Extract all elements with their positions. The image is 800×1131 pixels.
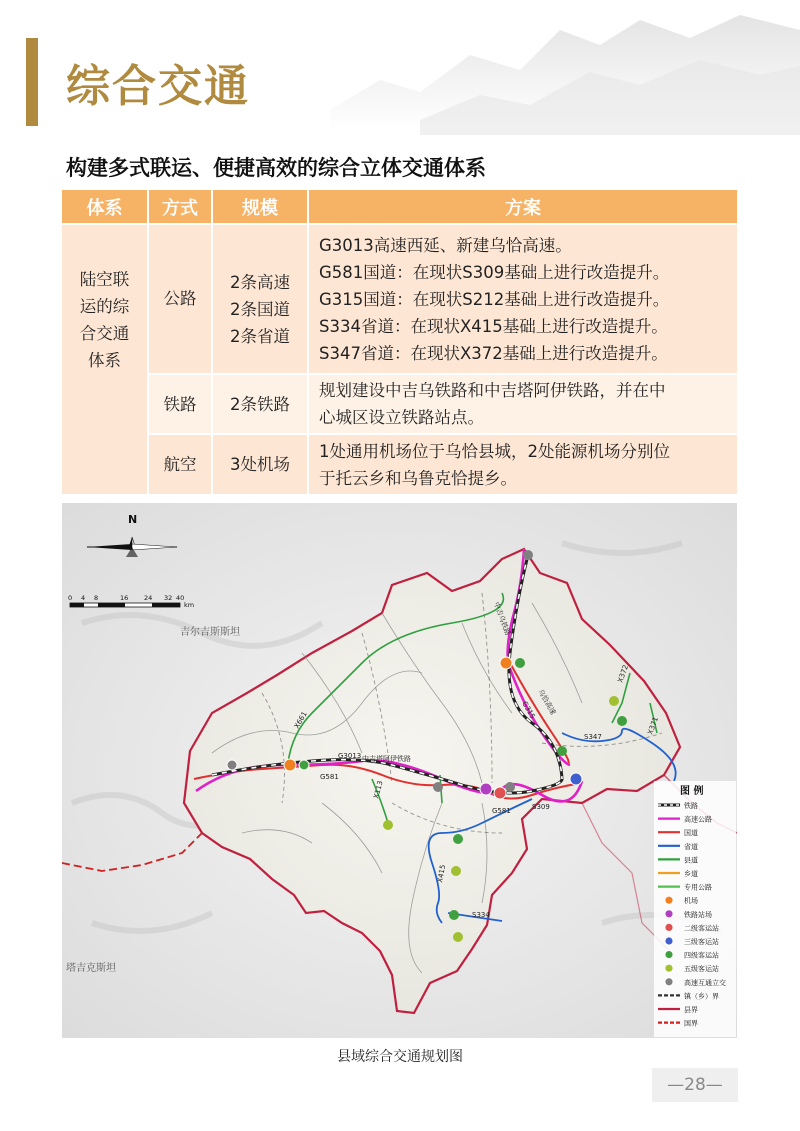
country-label-tajikistan: 塔吉克斯坦	[66, 963, 116, 974]
svg-text:S309: S309	[532, 803, 550, 811]
svg-text:32: 32	[164, 594, 173, 602]
north-label: N	[128, 513, 138, 526]
svg-text:km: km	[184, 601, 195, 609]
section-subtitle: 构建多式联运、便捷高效的综合立体交通体系	[66, 156, 486, 180]
legend-label: 机场	[684, 897, 698, 906]
svg-text:S347: S347	[584, 733, 602, 741]
mode-cell: 铁路	[148, 374, 212, 434]
legend-label: 县界	[684, 1006, 698, 1014]
legend-label: 铁路	[684, 802, 698, 810]
map-canvas	[62, 503, 737, 1038]
header-accent-bar	[26, 38, 38, 126]
svg-text:4: 4	[81, 594, 86, 602]
svg-text:S334: S334	[472, 911, 490, 919]
svg-text:X415: X415	[436, 864, 448, 884]
page-title: 综合交通	[66, 61, 250, 112]
legend-label: 三级客运站	[684, 938, 719, 946]
svg-text:G315: G315	[520, 700, 537, 721]
scale-bar	[70, 603, 180, 607]
legend-label: 二级客运站	[684, 924, 719, 933]
svg-text:0: 0	[68, 594, 73, 602]
country-label-kyrgyzstan: 吉尔吉斯斯坦	[180, 627, 240, 638]
header-plan: 方案	[308, 190, 737, 224]
scale-cell: 3处机场	[212, 434, 308, 494]
table-row-road	[62, 224, 737, 374]
svg-text:40: 40	[176, 594, 185, 602]
table-row-air	[62, 434, 737, 494]
header-scale: 规模	[212, 190, 308, 224]
scale-cell: 2条铁路	[212, 374, 308, 434]
legend-label: 省道	[684, 842, 698, 851]
mode-cell: 公路	[148, 224, 212, 374]
legend-label: 高速公路	[684, 815, 712, 824]
legend-label: 镇（乡）界	[684, 992, 719, 1001]
legend-label: 五级客运站	[684, 965, 719, 974]
svg-text:X661: X661	[292, 710, 309, 730]
svg-text:8: 8	[94, 594, 99, 602]
transport-plan-table	[62, 190, 737, 494]
legend-label: 乡道	[684, 870, 698, 878]
plan-cell: G3013高速西延、新建乌恰高速。 G581国道：在现状S309基础上进行改造提升。 G315国道：在现状S212基础上进行改造提升。 S334省道：在现状X415基础上进行改造提升。 S347省道：在现状X372基础上进行改造提升。	[308, 224, 737, 374]
legend-label: 高速互通立交	[684, 978, 726, 987]
svg-text:X372: X372	[616, 663, 631, 684]
svg-text:16: 16	[120, 594, 129, 602]
table-row-rail	[62, 374, 737, 434]
svg-text:G581: G581	[492, 807, 511, 815]
svg-text:G581: G581	[320, 773, 339, 781]
legend-label: 国道	[684, 829, 698, 838]
legend-label: 县道	[684, 856, 698, 865]
table-header-row	[62, 190, 737, 224]
page-number: —28—	[652, 1068, 738, 1102]
svg-text:24: 24	[144, 594, 153, 602]
legend-title: 图 例	[680, 786, 704, 797]
plan-cell: 1处通用机场位于乌恰县城，2处能源机场分别位 于托云乡和乌鲁克恰提乡。	[308, 434, 737, 494]
header-system: 体系	[62, 190, 148, 224]
transport-planning-map	[62, 503, 737, 1038]
svg-text:乌恰高速: 乌恰高速	[536, 688, 558, 717]
legend-label: 四级客运站	[684, 951, 719, 960]
map-caption: 县域综合交通规划图	[337, 1049, 463, 1065]
svg-text:X113: X113	[372, 779, 385, 800]
svg-text:X371: X371	[646, 715, 661, 736]
header-mode: 方式	[148, 190, 212, 224]
legend-label: 铁路站场	[684, 910, 712, 919]
system-cell: 陆空联 运的综 合交通 体系	[62, 224, 148, 494]
svg-text:G3013: G3013	[338, 752, 362, 760]
svg-text:中吉塔阿伊铁路: 中吉塔阿伊铁路	[362, 755, 411, 763]
svg-text:中吉乌铁路: 中吉乌铁路	[492, 600, 512, 637]
scale-cell: 2条高速 2条国道 2条省道	[212, 224, 308, 374]
legend-label: 专用公路	[684, 883, 712, 892]
legend-label: 国界	[684, 1019, 698, 1028]
mode-cell: 航空	[148, 434, 212, 494]
map-legend	[654, 781, 736, 1037]
plan-cell: 规划建设中吉乌铁路和中吉塔阿伊铁路，并在中 心城区设立铁路站点。	[308, 374, 737, 434]
